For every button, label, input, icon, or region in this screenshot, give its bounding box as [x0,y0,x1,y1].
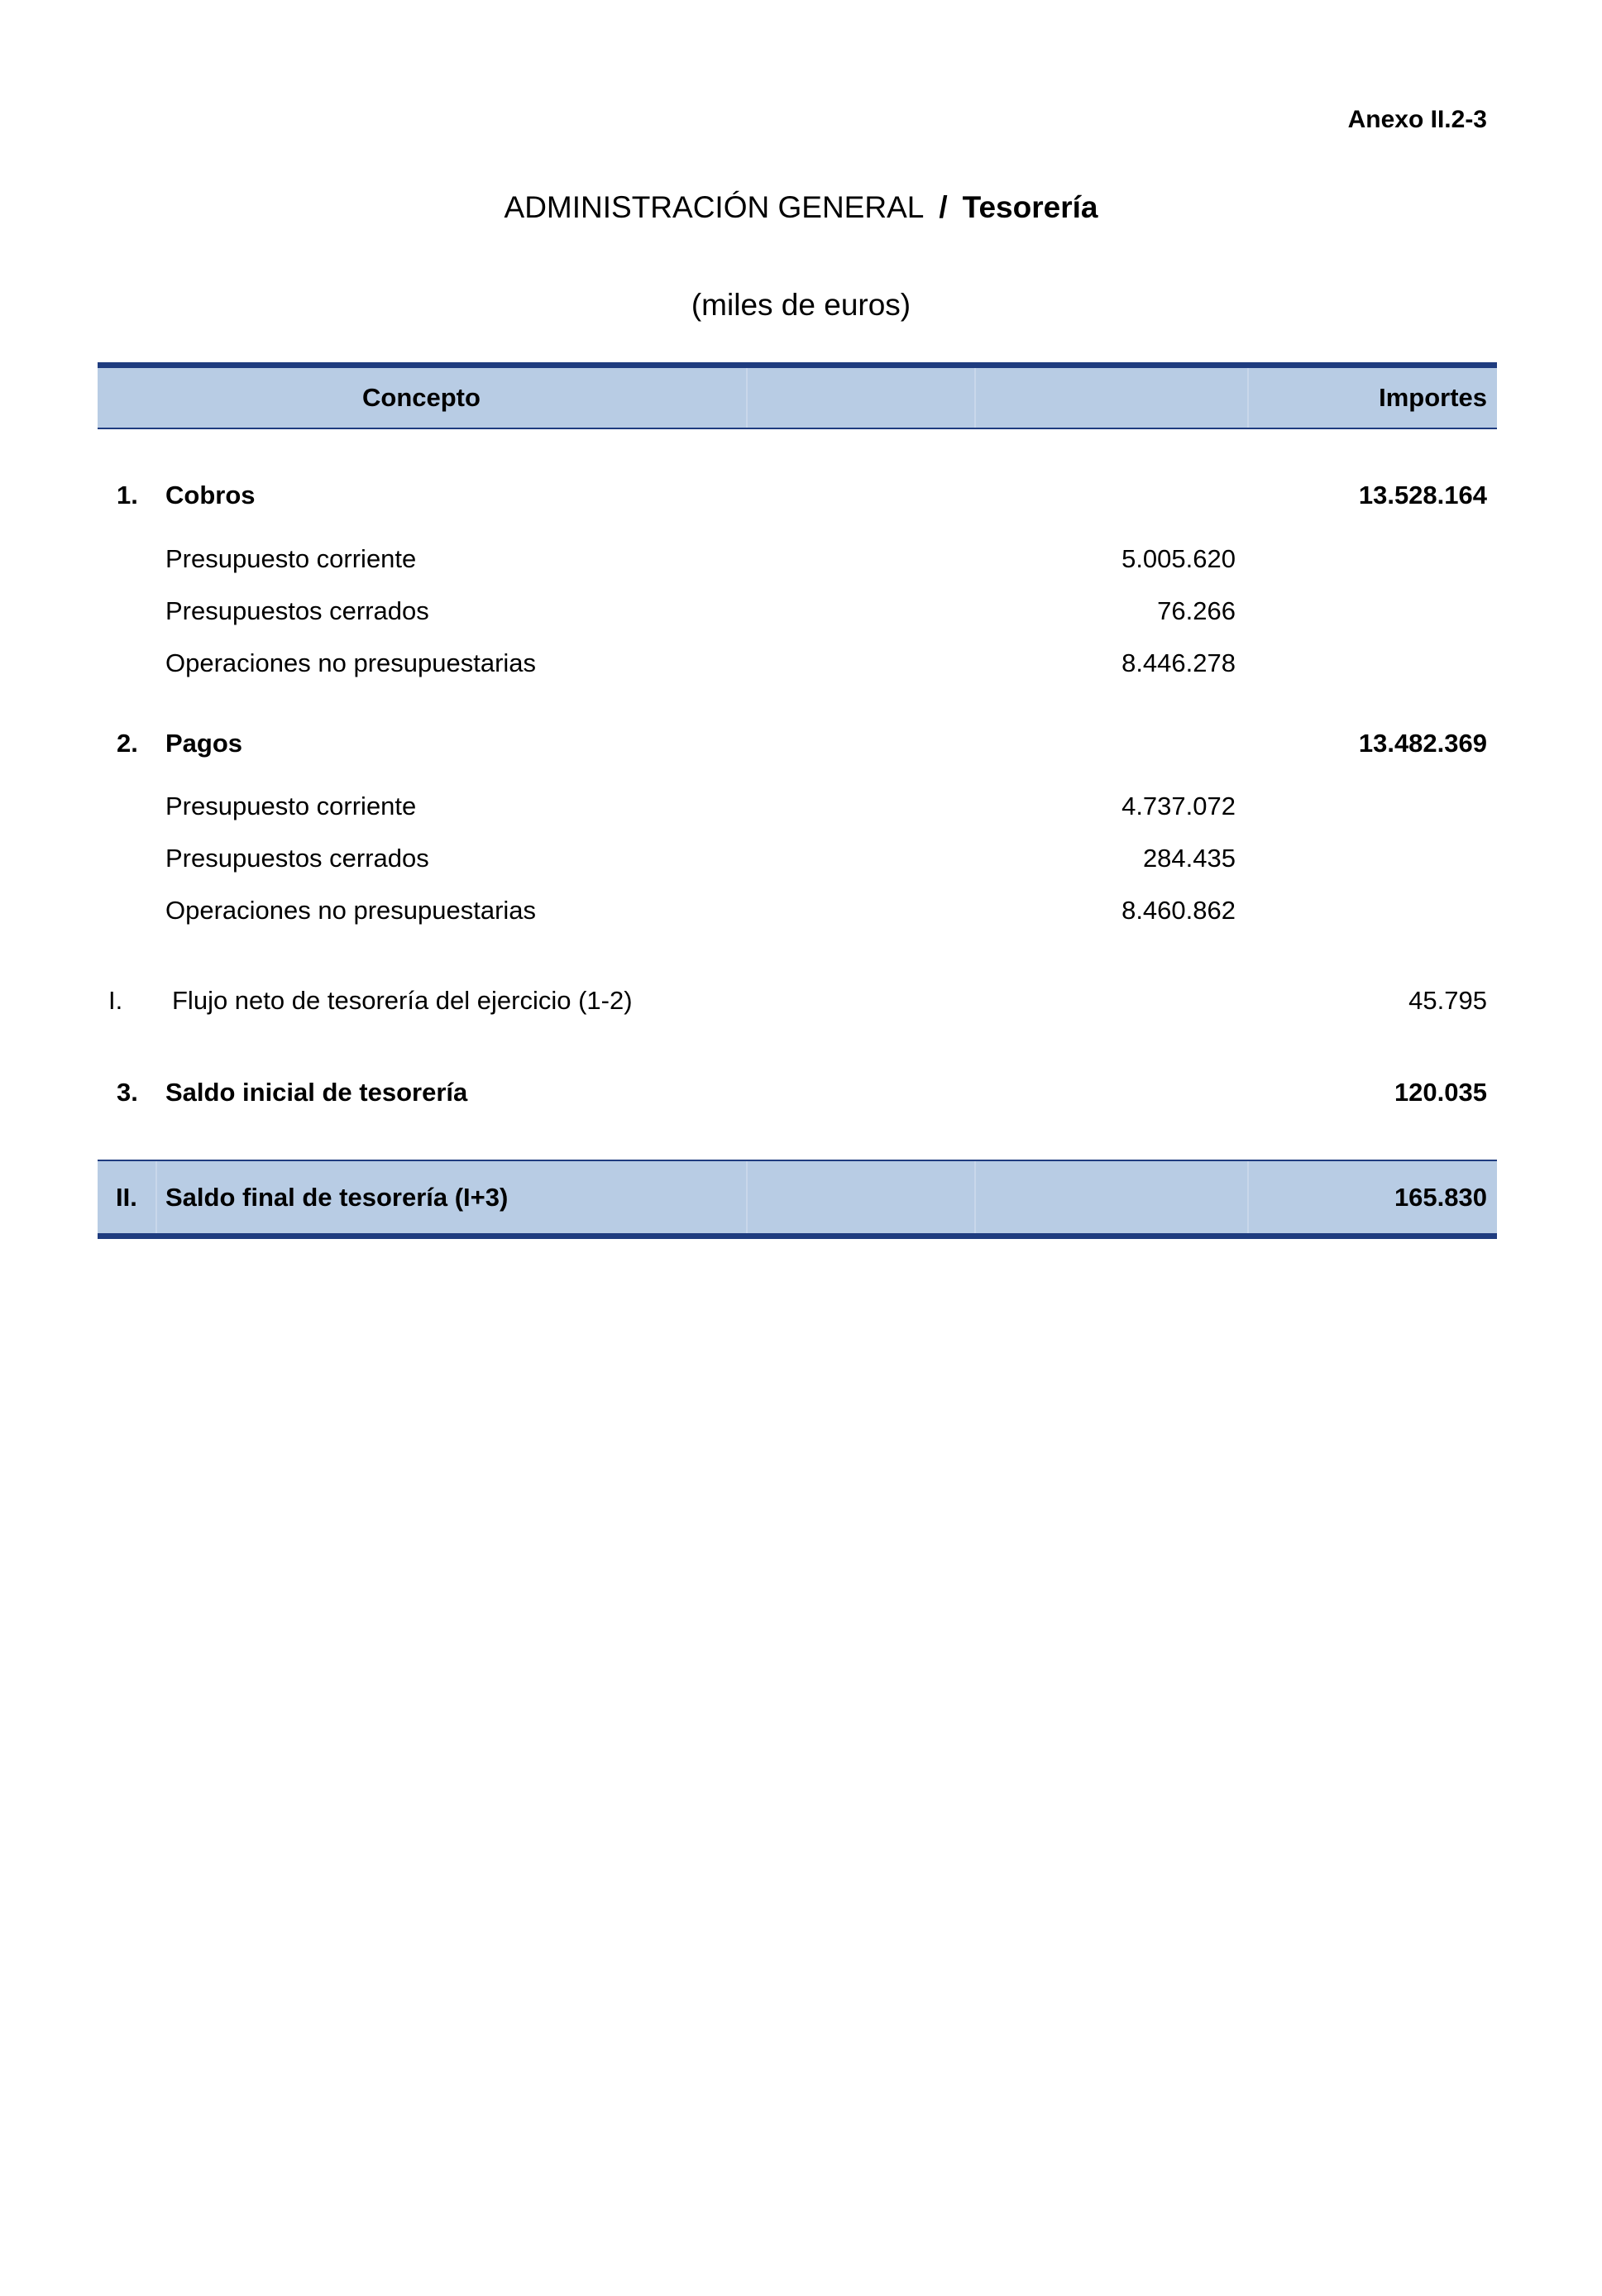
page-title [0,190,1602,225]
row-label: Pagos [165,729,243,758]
row-amount: 76.266 [1157,596,1236,625]
row-label: Operaciones no presupuestarias [165,896,537,925]
title-main: ADMINISTRACIÓN GENERAL [504,190,925,224]
row-label: Presupuesto corriente [165,792,417,820]
header-importes: Importes [1379,383,1487,412]
row-number: II. [116,1183,137,1212]
row-amount: 284.435 [1142,844,1236,873]
row-label: Saldo inicial de tesorería [165,1078,468,1107]
row-total: 13.528.164 [1358,481,1487,509]
table-row [98,889,1497,930]
row-label: Operaciones no presupuestarias [165,648,537,677]
row-total: 165.830 [1394,1183,1487,1212]
table-row-saldo-inicial [98,1071,1497,1112]
header-concepto: Concepto [362,383,481,412]
table-row-saldo-final [98,1160,1497,1233]
row-label: Presupuesto corriente [165,544,417,573]
row-number: 3. [117,1078,138,1107]
row-total: 13.482.369 [1358,729,1487,758]
row-number: 2. [117,729,138,758]
row-label: Saldo final de tesorería (I+3) [165,1183,509,1212]
treasury-table [98,362,1497,1212]
row-number: 1. [117,481,138,509]
row-label: Cobros [165,481,256,509]
table-row [98,590,1497,631]
row-label: Presupuestos cerrados [165,596,429,625]
table-row [98,642,1497,683]
table-bottom-rule [98,1233,1497,1239]
row-total: 45.795 [1408,986,1487,1015]
units-label: (miles de euros) [691,288,911,322]
table-row [98,785,1497,826]
row-amount: 8.446.278 [1121,648,1236,677]
table-header [98,368,1497,429]
row-number: I. [108,986,123,1015]
row-label: Flujo neto de tesorería del ejercicio (1-2) [172,986,633,1015]
row-total: 120.035 [1394,1078,1487,1107]
table-top-rule [98,362,1497,368]
table-row [98,538,1497,579]
title-separator: / [939,190,948,224]
table-row-flujo [98,979,1497,1021]
row-amount: 5.005.620 [1121,544,1236,573]
row-amount: 4.737.072 [1121,792,1236,820]
table-row-pagos [98,722,1497,763]
title-sub: Tesorería [962,190,1098,224]
row-amount: 8.460.862 [1121,896,1236,925]
table-row-cobros [98,474,1497,515]
row-label: Presupuestos cerrados [165,844,429,873]
annex-label: Anexo II.2-3 [1347,106,1487,133]
table-row [98,837,1497,878]
